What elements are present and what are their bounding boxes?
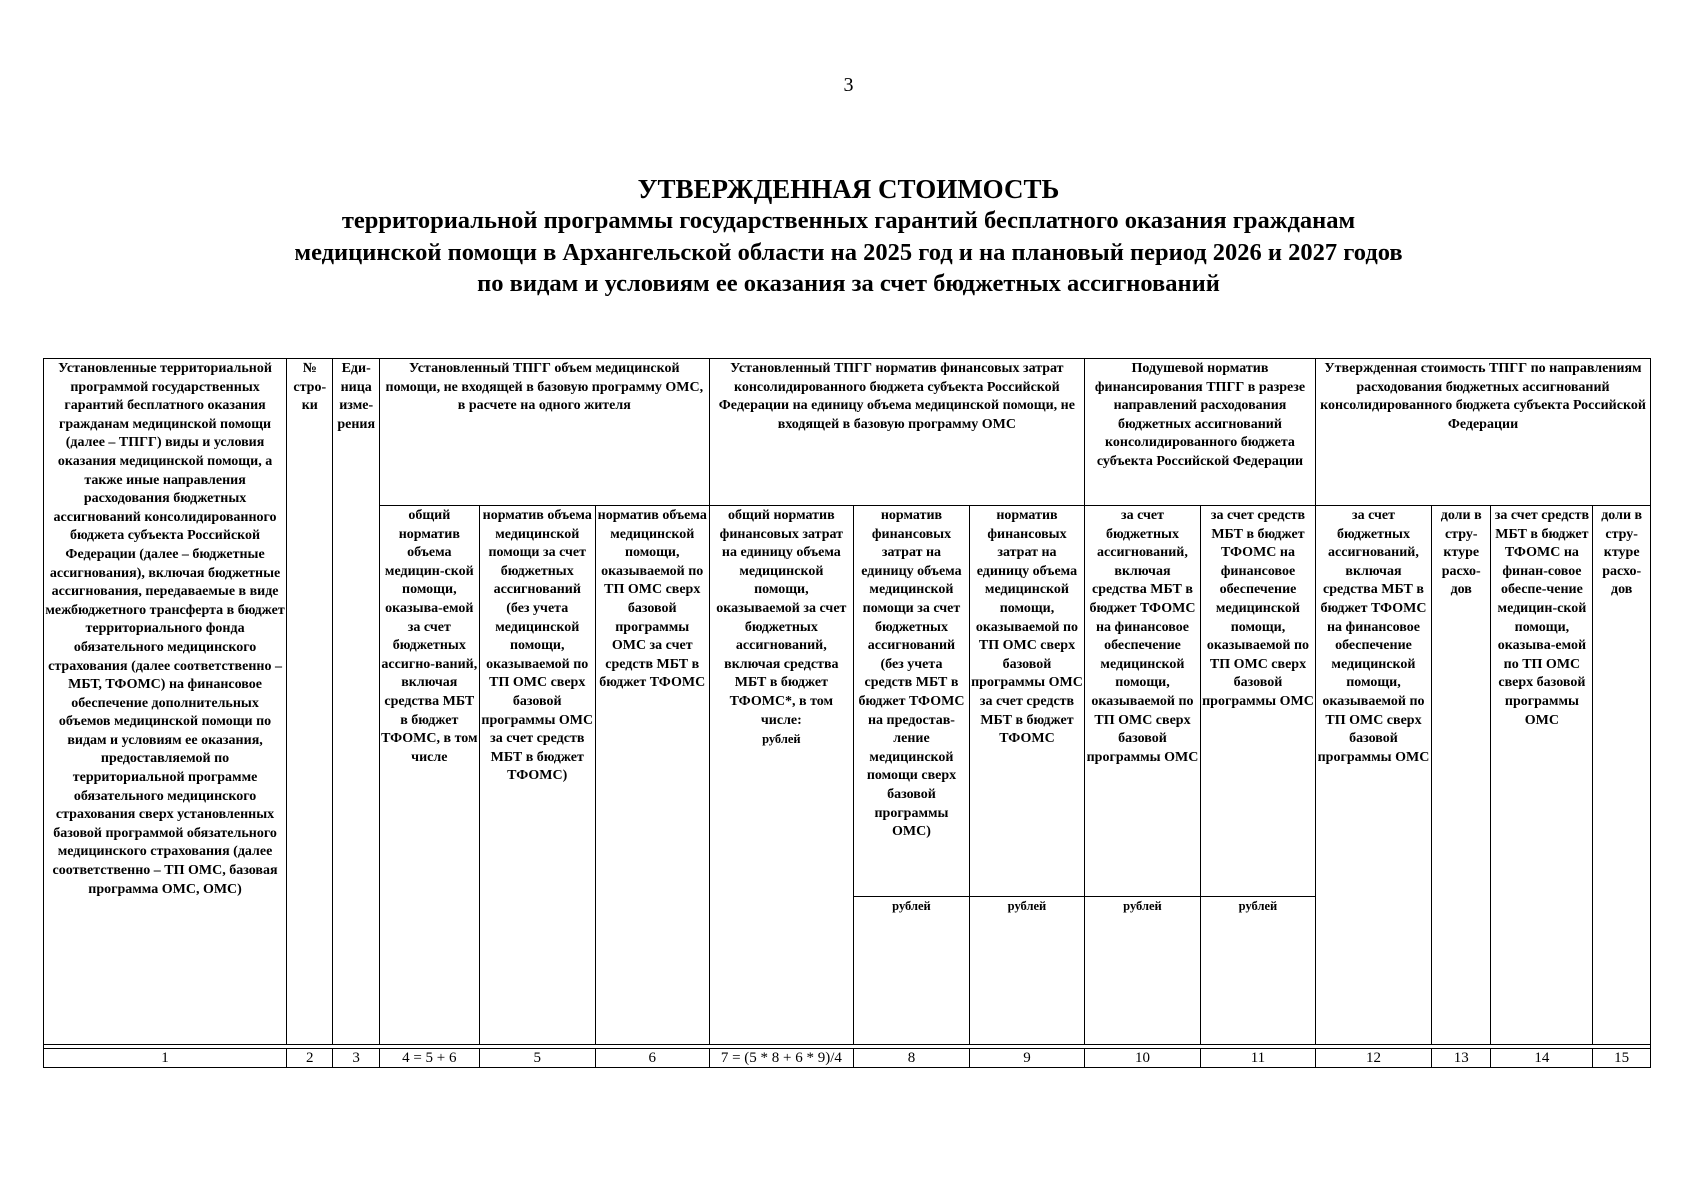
column-number: 3 [333,1049,379,1068]
header-col-2: № стро-ки [287,359,333,1045]
header-col-15: доли в стру-ктуре расхо-дов [1593,506,1651,1045]
unit-col-11: рублей [1200,897,1315,1045]
column-number: 1 [44,1049,287,1068]
header-col-3: Еди-ница изме-рения [333,359,379,1045]
unit-col-8: рублей [853,897,969,1045]
unit-col-9: рублей [969,897,1084,1045]
page-number: 3 [843,74,854,96]
column-number: 11 [1200,1049,1315,1068]
title-line-2: территориальной программы государственных гарантий бесплатного оказания гражданам [341,207,1356,234]
column-number: 13 [1431,1049,1491,1068]
header-col-12: за счет бюджетных ассигнований, включая средства МБТ в бюджет ТФОМС на финансовое обеспечение медицинской помощи, оказываемой по ТП ОМС сверх базовой программы ОМС [1315,506,1431,1045]
header-col-11: за счет средств МБТ в бюджет ТФОМС на финансовое обеспечение медицинской помощи, оказываемой по ТП ОМС сверх базовой программы ОМС [1200,506,1315,897]
column-number: 12 [1315,1049,1431,1068]
header-col-9: норматив финансовых затрат на единицу объема медицинской помощи, оказываемой по ТП ОМС сверх базовой программы ОМС за счет средств МБТ в бюджет ТФОМС [969,506,1084,897]
column-number: 2 [287,1049,333,1068]
document-title [0,173,1697,300]
cost-table [43,358,1651,1068]
column-number-row [44,1049,1651,1068]
header-col-7-text: общий норматив финансовых затрат на единицу объема медицинской помощи, оказываемой за счет бюджетных ассигнований, включая средства МБТ в бюджет ТФОМС*, в том числе: [716,508,847,728]
unit-col-10: рублей [1084,897,1200,1045]
group-header-approved-cost: Утвержденная стоимость ТПГГ по направлениям расходования бюджетных ассигнований консолидированного бюджета субъекта Российской Федерации [1315,359,1650,506]
header-col-6: норматив объема медицинской помощи, оказываемой по ТП ОМС сверх базовой программы ОМС за счет средств МБТ в бюджет ТФОМС [595,506,709,1045]
header-col-7 [709,506,853,1045]
column-number: 5 [479,1049,595,1068]
title-line-3: медицинской помощи в Архангельской области на 2025 год и на плановый период 2026 и 2027 годов [294,238,1403,266]
column-number: 8 [853,1049,969,1068]
group-header-per-capita: Подушевой норматив финансирования ТПГГ в разрезе направлений расходования бюджетных ассигнований консолидированного бюджета субъекта Российской Федерации [1084,359,1315,506]
header-col-7-unit: рублей [762,732,801,747]
column-number: 15 [1593,1049,1651,1068]
header-col-1: Установленные территориальной программой государственных гарантий бесплатного оказания гражданам медицинской помощи (далее – ТПГГ) виды и условия оказания медицинской помощи, а также иные направления расходования бюджетных ассигнований консолидированного бюджета субъекта Российской Федерации (далее – бюджетные ассигнования), включая бюджетные ассигнования, передаваемые в виде межбюджетного трансферта в бюджет территориального фонда обязательного медицинского страхования (далее соответственно – МБТ, ТФОМС) на финансовое обеспечение дополнительных объемов медицинской помощи по видам и условиям ее оказания, предоставляемой по территориальной программе обязательного медицинского страхования сверх установленных базовой программой обязательного медицинского страхования (далее соответственно – ТП ОМС, базовая программа ОМС, ОМС) [44,359,287,1045]
column-number: 4 = 5 + 6 [379,1049,479,1068]
group-header-cost-norm: Установленный ТПГГ норматив финансовых затрат консолидированного бюджета субъекта Российской Федерации на единицу объема медицинской помощи, не входящей в базовую программу ОМС [709,359,1084,506]
header-col-8: норматив финансовых затрат на единицу объема медицинской помощи за счет бюджетных ассигнований (без учета средств МБТ в бюджет ТФОМС на предостав-ление медицинской помощи сверх базовой программы ОМС) [853,506,969,897]
header-col-14: за счет средств МБТ в бюджет ТФОМС на финан-совое обеспе-чение медицин-ской помощи, оказыва-емой по ТП ОМС сверх базовой программы ОМС [1491,506,1593,1045]
header-col-13: доли в стру-ктуре расхо-дов [1431,506,1491,1045]
header-col-5: норматив объема медицинской помощи за счет бюджетных ассигнований (без учета медицинской помощи, оказываемой по ТП ОМС сверх базовой программы ОМС за счет средств МБТ в бюджет ТФОМС) [479,506,595,1045]
group-header-volume: Установленный ТПГГ объем медицинской помощи, не входящей в базовую программу ОМС, в расчете на одного жителя [379,359,709,506]
column-number: 7 = (5 * 8 + 6 * 9)/4 [709,1049,853,1068]
column-number: 6 [595,1049,709,1068]
title-line-4: по видам и условиям ее оказания за счет бюджетных ассигнований [477,270,1220,297]
header-col-4: общий норматив объема медицин-ской помощи, оказыва-емой за счет бюджетных ассигно-ваний, включая средства МБТ в бюджет ТФОМС, в том числе [379,506,479,1045]
column-number: 9 [969,1049,1084,1068]
column-number: 10 [1084,1049,1200,1068]
header-col-10: за счет бюджетных ассигнований, включая средства МБТ в бюджет ТФОМС на финансовое обеспечение медицинской помощи, оказываемой по ТП ОМС сверх базовой программы ОМС [1084,506,1200,897]
title-line-1: УТВЕРЖДЕННАЯ СТОИМОСТЬ [637,174,1060,204]
column-number: 14 [1491,1049,1593,1068]
